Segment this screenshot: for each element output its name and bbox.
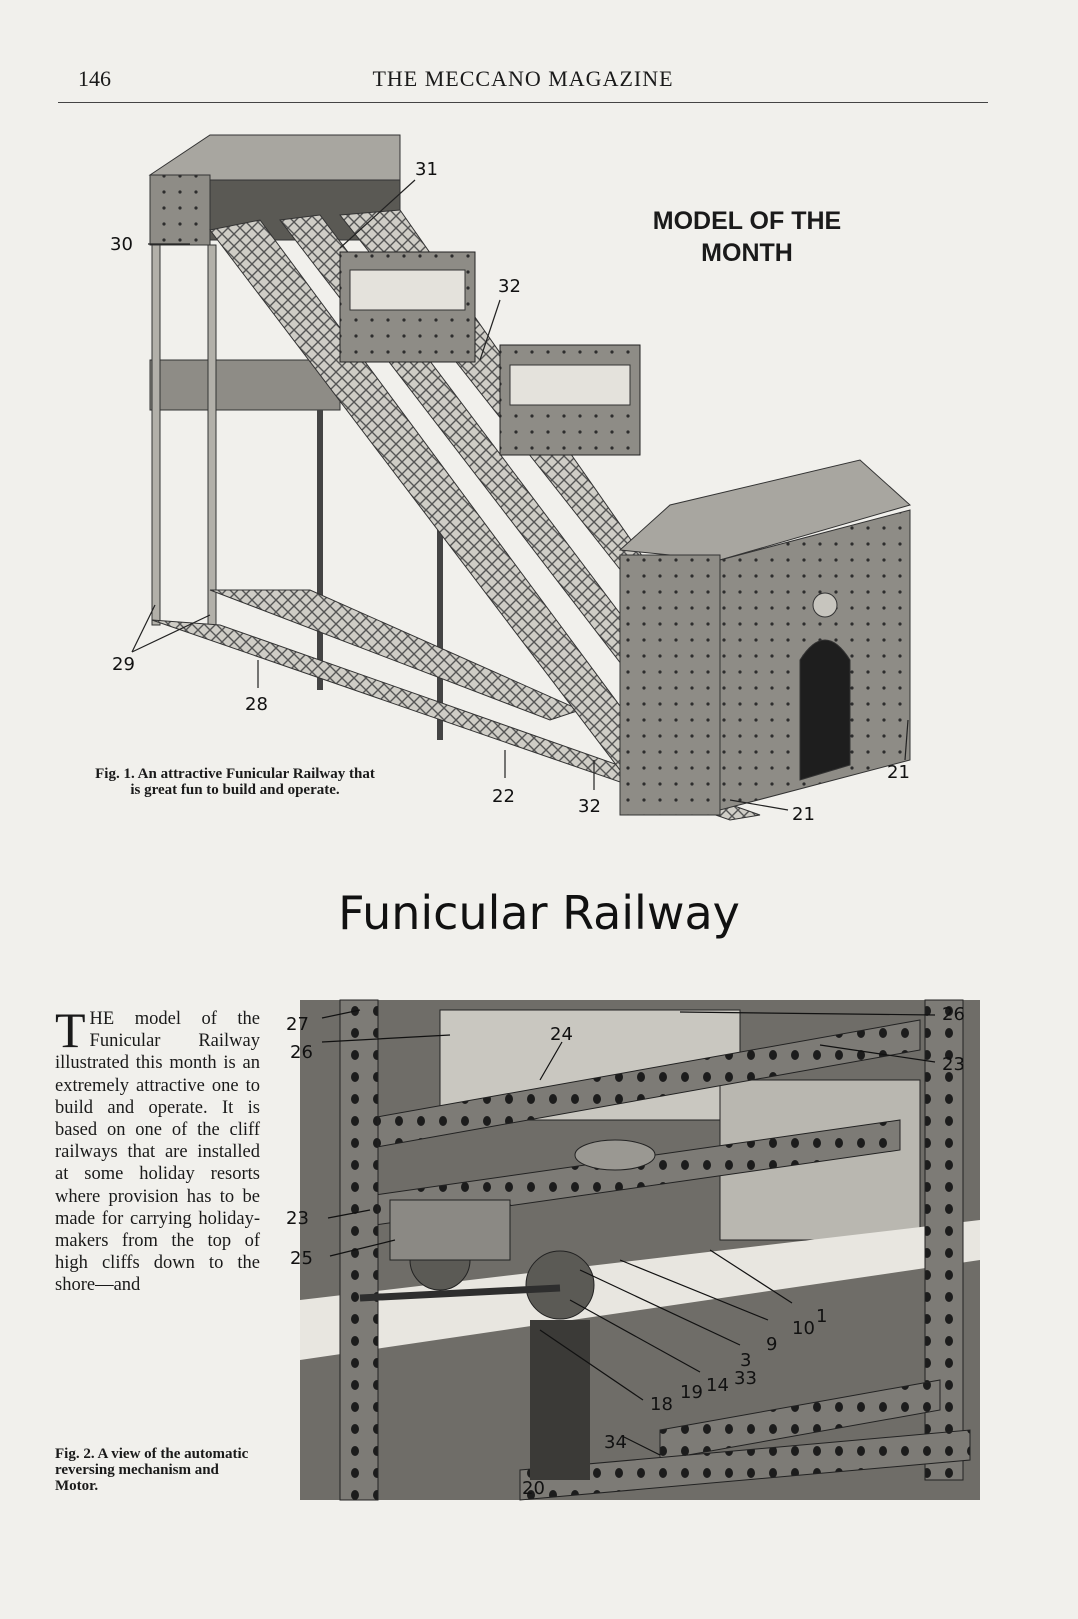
fig2-label-19: 19 (680, 1382, 703, 1403)
fig2-label-10: 10 (792, 1318, 815, 1339)
fig2-label-14: 14 (706, 1375, 729, 1396)
drop-cap: T (55, 1002, 86, 1058)
reversing-mechanism-illustration (286, 1000, 980, 1500)
magazine-title: THE MECCANO MAGAZINE (372, 66, 674, 91)
fig2-label-20: 20 (522, 1478, 545, 1499)
fig1-label-29: 29 (112, 654, 135, 675)
fig2-label-3: 3 (740, 1350, 752, 1371)
fig1-label-31: 31 (415, 159, 438, 180)
page-number: 146 (78, 66, 111, 91)
fig2-label-26-left: 26 (290, 1042, 313, 1063)
model-of-the-month-heading: MODEL OF THE MONTH (652, 207, 842, 267)
fig2-label-23-right: 23 (942, 1054, 965, 1075)
fig2-label-25: 25 (290, 1248, 313, 1269)
article-paragraph: HE model of the Funicular Railway illustrated this month is an extremely attractive one to build and operate. It is based on one of the cliff railways that are installed at some holiday resorts where provision has to be made for carrying holiday-makers from the top of high cliffs down to the shore—and (55, 1009, 260, 1296)
page-header (58, 60, 988, 103)
fig2-label-18: 18 (650, 1394, 673, 1415)
fig2-label-1: 1 (816, 1306, 828, 1327)
fig2-label-9: 9 (766, 1334, 778, 1355)
fig1-label-21-right: 21 (887, 762, 910, 783)
figure-1-caption: Fig. 1. An attractive Funicular Railway that is great fun to build and operate. (95, 766, 375, 798)
fig2-label-24: 24 (550, 1024, 573, 1045)
fig2-label-23-left: 23 (286, 1208, 309, 1229)
fig1-label-21-bottom: 21 (792, 804, 815, 825)
fig2-label-34: 34 (604, 1432, 627, 1453)
figure-2-mechanism-photo (286, 1000, 980, 1500)
fig1-label-28: 28 (245, 694, 268, 715)
fig1-label-32-lower: 32 (578, 796, 601, 817)
fig1-label-22: 22 (492, 786, 515, 807)
fig1-label-32-upper: 32 (498, 276, 521, 297)
fig2-label-33: 33 (734, 1368, 757, 1389)
fig2-label-27: 27 (286, 1014, 309, 1035)
article-body (55, 1002, 260, 1297)
article-title: Funicular Railway (338, 886, 740, 940)
fig1-label-30: 30 (110, 234, 133, 255)
fig2-label-26-right: 26 (942, 1004, 965, 1025)
figure-2-caption: Fig. 2. A view of the automatic reversing mechanism and Motor. (55, 1446, 249, 1494)
